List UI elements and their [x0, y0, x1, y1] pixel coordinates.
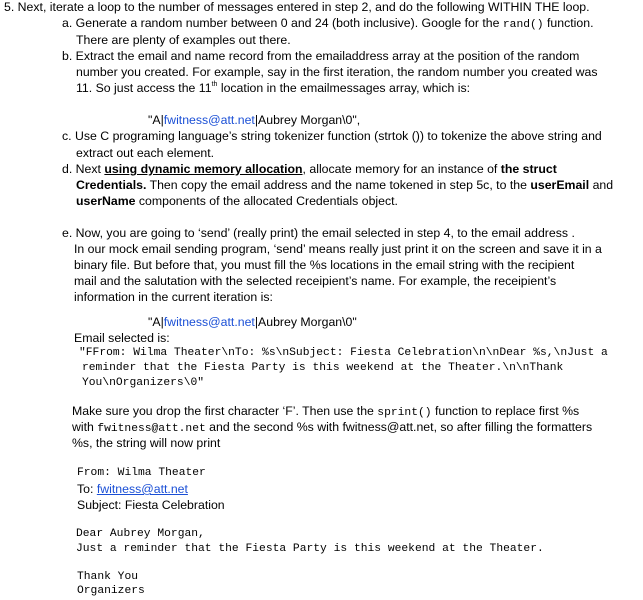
output-body: Just a reminder that the Fiesta Party is this weekend at the Theater. — [76, 543, 544, 555]
text: To: — [77, 482, 97, 496]
email-link[interactable]: fwitness@att.net — [163, 315, 255, 329]
text: function to replace first %s — [431, 404, 580, 418]
text: |Aubrey Morgan\0" — [254, 315, 357, 329]
bold-text: userName — [76, 194, 136, 208]
rand-function-code: rand() — [502, 19, 544, 31]
email-template-code-line1: "FFrom: Wilma Theater\nTo: %s\nSubject: Fiesta Celebration\n\nDear %s,\nJust a — [79, 347, 608, 359]
item-d-line1 — [62, 161, 557, 177]
item-e-line4: mail and the salutation with the selected receipient’s name. For example, the receipient’s — [74, 274, 557, 288]
text: components of the allocated Credentials object. — [135, 194, 398, 208]
output-sign: Organizers — [77, 585, 145, 597]
email-code: fwitness@att.net — [97, 423, 206, 435]
bold-text: userEmail — [530, 178, 590, 192]
item-e-line5: information in the current iteration is: — [74, 290, 273, 304]
item-a-line2: There are plenty of examples out there. — [76, 33, 291, 47]
email-selected-label: Email selected is: — [74, 331, 170, 345]
text: function. — [543, 16, 594, 30]
bold-text: the struct — [500, 162, 557, 176]
email-link[interactable]: fwitness@att.net — [163, 113, 255, 127]
text: Make sure you drop the first character ‘F’. Then use the — [72, 404, 378, 418]
instruction-para-line3: %s, the string will now print — [72, 436, 221, 450]
item-e-line1: e. Now, you are going to ‘send’ (really print) the email selected in step 4, to the email address . — [62, 226, 575, 240]
item-d-line3 — [76, 193, 398, 209]
item-d-line2 — [76, 177, 613, 193]
item-e-line3: binary file. But before that, you must fill the %s locations in the email string with the recipient — [74, 258, 575, 272]
output-to — [77, 481, 188, 497]
bold-underline-text: using dynamic memory allocation — [104, 162, 303, 176]
text: "A| — [148, 315, 164, 329]
item-e-line2: In our mock email sending program, ‘send’ means really just print it on the screen and save it in a — [74, 242, 602, 256]
item-b-line2: number you created. For example, say in the first iteration, the random number you created was — [76, 65, 598, 79]
superscript: th — [211, 81, 218, 88]
text: "A| — [148, 113, 164, 127]
item-a-line1 — [62, 15, 594, 33]
text: location in the emailmessages array, which is: — [217, 81, 471, 95]
output-dear: Dear Aubrey Morgan, — [76, 528, 205, 540]
text: and the second %s with fwitness@att.net, so after filling the formatters — [205, 420, 593, 434]
output-subject: Subject: Fiesta Celebration — [77, 498, 225, 512]
output-from: From: Wilma Theater — [77, 467, 206, 479]
text: with — [72, 420, 98, 434]
text: a. Generate a random number between 0 and 24 (both inclusive). Google for the — [62, 16, 503, 30]
email-template-code-line2: reminder that the Fiesta Party is this weekend at the Theater.\n\nThank — [82, 362, 564, 374]
item-c-line1: c. Use C programing language’s string tokenizer function (strtok ()) to tokenize the above string and — [62, 129, 602, 143]
bold-text: Credentials. — [76, 178, 147, 192]
output-thanks: Thank You — [77, 571, 139, 583]
text: 11. So just access the 11 — [76, 81, 212, 95]
text: , allocate memory for an instance of — [302, 162, 501, 176]
item-b-line3 — [76, 80, 470, 96]
step5-heading: 5. Next, iterate a loop to the number of messages entered in step 2, and do the following WITHIN THE loop. — [4, 0, 590, 14]
sprint-function-code: sprint() — [377, 407, 432, 419]
text: d. Next — [62, 162, 105, 176]
text: and — [589, 178, 614, 192]
record-example — [148, 112, 360, 128]
item-c-line2: extract out each element. — [76, 146, 215, 160]
email-template-code-line3: You\nOrganizers\0" — [82, 377, 205, 389]
item-b-line1: b. Extract the email and name record from the emailaddress array at the position of the random — [62, 49, 580, 63]
text: |Aubrey Morgan\0", — [254, 113, 361, 127]
email-link[interactable]: fwitness@att.net — [96, 482, 188, 496]
text: Then copy the email address and the name tokened in step 5c, to the — [146, 178, 531, 192]
record-example-2 — [148, 314, 357, 330]
